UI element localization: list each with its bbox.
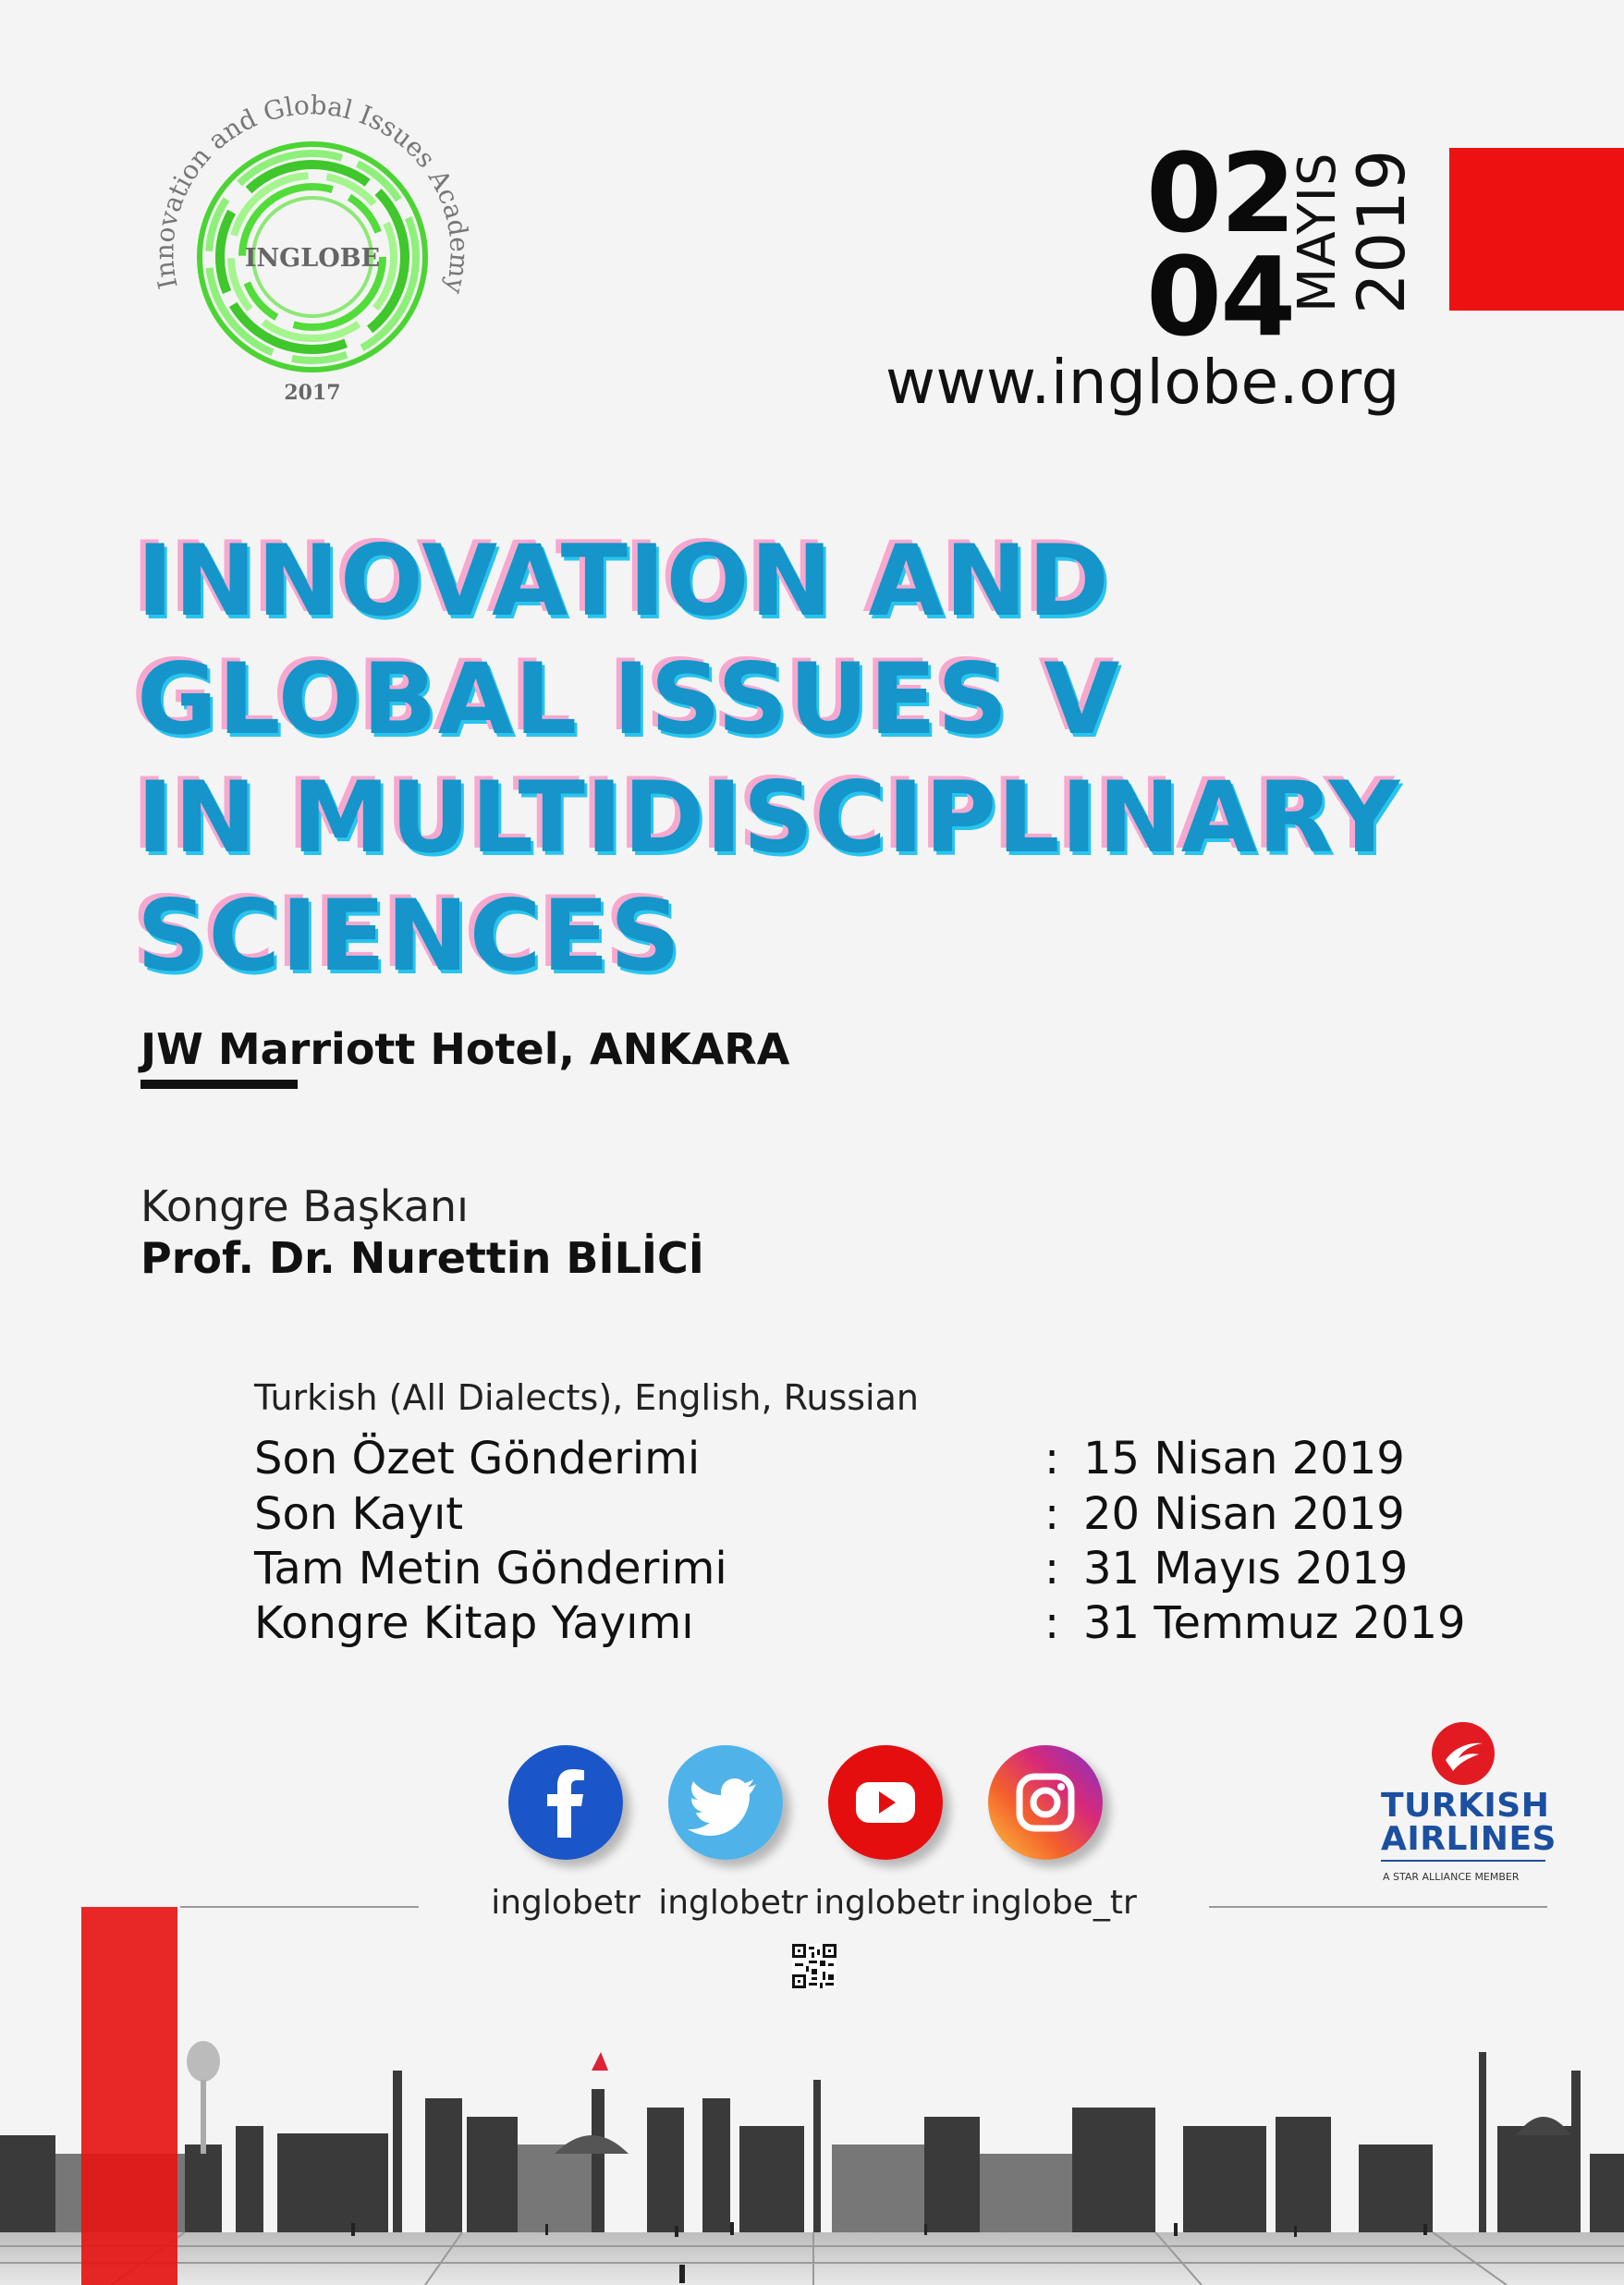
red-accent-block xyxy=(1449,148,1624,311)
end-day: 04 xyxy=(1146,233,1295,360)
sponsor-name-line1: TURKISH xyxy=(1381,1787,1550,1825)
instagram-handle[interactable]: inglobe_tr xyxy=(971,1884,1137,1922)
website-link[interactable]: www.inglobe.org xyxy=(885,347,1400,418)
sponsor-name xyxy=(1381,1787,1557,1858)
event-month: MAYIS xyxy=(1288,152,1348,312)
sponsor-rule xyxy=(1381,1860,1545,1862)
instagram-icon xyxy=(988,1745,1103,1860)
city-skyline-image xyxy=(0,2015,1624,2285)
date-value: 31 Mayıs 2019 xyxy=(1083,1543,1409,1595)
date-label: Tam Metin Gönderimi xyxy=(254,1543,727,1595)
turkish-airlines-emblem xyxy=(1427,1721,1499,1786)
venue: JW Marriott Hotel, ANKARA xyxy=(140,1024,790,1074)
start-day: 02 xyxy=(1146,129,1295,257)
title-line: INNOVATION AND xyxy=(137,524,1110,638)
divider xyxy=(180,1906,419,1908)
twitter-link[interactable] xyxy=(668,1745,783,1860)
logo-year: 2017 xyxy=(284,381,341,405)
facebook-link[interactable] xyxy=(508,1745,623,1860)
sponsor-tagline: A STAR ALLIANCE MEMBER xyxy=(1383,1871,1520,1883)
separator: : xyxy=(1044,1543,1060,1595)
congress-title xyxy=(137,522,1579,996)
event-year: 2019 xyxy=(1344,149,1420,314)
divider xyxy=(1209,1906,1547,1908)
date-label: Son Özet Gönderimi xyxy=(254,1433,701,1485)
date-row xyxy=(254,1488,1493,1544)
title-line: SCIENCES xyxy=(137,879,682,993)
youtube-icon xyxy=(828,1745,943,1860)
date-label: Son Kayıt xyxy=(254,1488,464,1540)
facebook-handle[interactable]: inglobetr xyxy=(491,1884,641,1922)
red-accent-bar xyxy=(81,1907,177,2285)
date-value: 31 Temmuz 2019 xyxy=(1083,1597,1466,1649)
separator: : xyxy=(1044,1488,1060,1540)
title-line: GLOBAL ISSUES V xyxy=(137,642,1121,756)
separator: : xyxy=(1044,1597,1060,1649)
date-row xyxy=(254,1433,1493,1488)
logo-arc-text: Innovation and Global Issues Academy xyxy=(149,92,475,297)
facebook-icon xyxy=(508,1745,623,1860)
youtube-handle[interactable]: inglobetr xyxy=(814,1884,964,1922)
qr-code[interactable] xyxy=(792,1944,836,1988)
chair-label: Kongre Başkanı xyxy=(140,1181,469,1231)
date-value: 20 Nisan 2019 xyxy=(1083,1488,1405,1540)
venue-underline xyxy=(140,1080,298,1089)
date-row xyxy=(254,1597,1493,1653)
separator: : xyxy=(1044,1433,1060,1485)
title-line: IN MULTIDISCIPLINARY xyxy=(137,761,1401,874)
instagram-link[interactable] xyxy=(988,1745,1103,1860)
chair-name: Prof. Dr. Nurettin BİLİCİ xyxy=(140,1233,704,1283)
inglobe-logo xyxy=(139,92,490,425)
twitter-icon xyxy=(668,1745,783,1860)
date-row xyxy=(254,1543,1493,1598)
twitter-handle[interactable]: inglobetr xyxy=(658,1884,808,1922)
languages: Turkish (All Dialects), English, Russian xyxy=(254,1377,919,1418)
logo-center-text: INGLOBE xyxy=(244,244,381,273)
date-value: 15 Nisan 2019 xyxy=(1083,1433,1405,1485)
youtube-link[interactable] xyxy=(828,1745,943,1860)
date-label: Kongre Kitap Yayımı xyxy=(254,1597,694,1649)
sponsor-name-line2: AIRLINES xyxy=(1381,1820,1557,1858)
